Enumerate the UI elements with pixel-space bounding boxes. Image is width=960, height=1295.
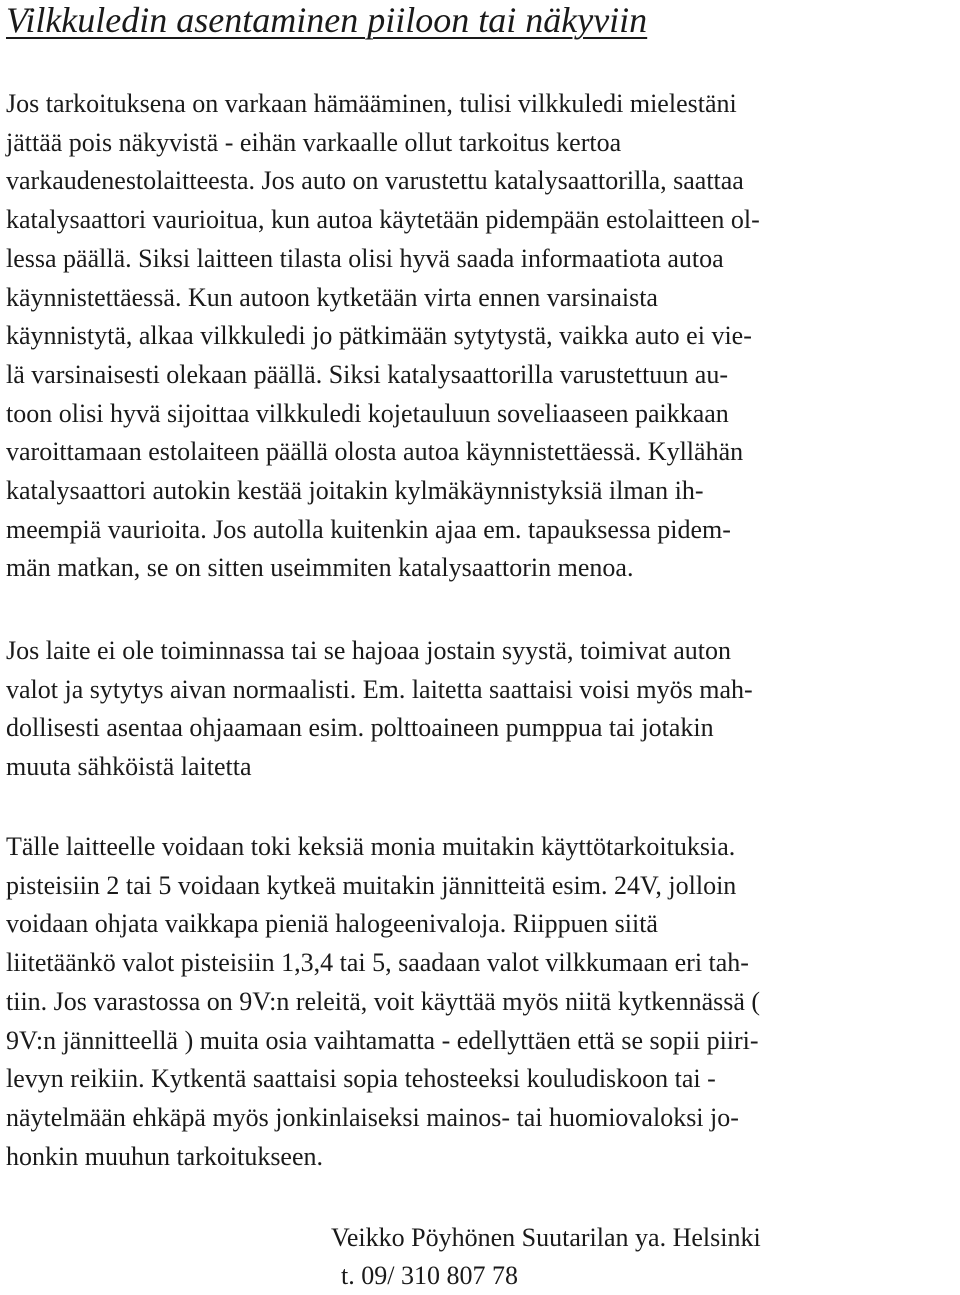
text-line: käynnistettäessä. Kun autoon kytketään virta ennen varsinaista — [6, 282, 658, 312]
text-line: 9V:n jännitteellä ) muita osia vaihtamatta - edellyttäen että se sopii piiri- — [6, 1025, 759, 1055]
text-line: toon olisi hyvä sijoittaa vilkkuledi kojetauluun soveliaaseen paikkaan — [6, 398, 729, 428]
text-line: meempiä vaurioita. Jos autolla kuitenkin ajaa em. tapauksessa pidem- — [6, 514, 731, 544]
text-line: käynnistytä, alkaa vilkkuledi jo pätkimään sytytystä, vaikka auto ei vie- — [6, 321, 752, 351]
text-line: näytelmään ehkäpä myös jonkinlaiseksi mainos- tai huomiovaloksi jo- — [6, 1102, 739, 1132]
document-title: Vilkkuledin asentaminen piiloon tai näkyviin — [6, 0, 648, 40]
paragraph-failure — [6, 632, 753, 787]
text-line: Tälle laitteelle voidaan toki keksiä monia muitakin käyttötarkoituksia. — [6, 832, 736, 861]
author-phone: t. 09/ 310 807 78 — [341, 1261, 518, 1290]
text-line: Jos tarkoituksena on varkaan hämääminen, tulisi vilkkuledi mielestäni — [6, 89, 737, 118]
text-line: katalysaattori vaurioitua, kun autoa käytetään pidempään estolaitteen ol- — [6, 205, 760, 235]
text-line: lä varsinaisesti olekaan päällä. Siksi katalysaattorilla varustettuun au- — [6, 359, 728, 389]
text-line: honkin muuhun tarkoitukseen. — [6, 1141, 324, 1171]
paragraph-catalyst — [6, 85, 760, 588]
text-line: varkaudenestolaitteesta. Jos auto on varustettu katalysaattorilla, saattaa — [6, 166, 744, 196]
text-line: dollisesti asentaa ohjaamaan esim. polttoaineen pumppua tai jotakin — [6, 713, 714, 743]
text-line: varoittamaan estolaiteen päällä olosta autoa käynnistettäessä. Kyllähän — [6, 437, 744, 467]
text-line: Jos laite ei ole toiminnassa tai se hajoaa jostain syystä, toimivat auton — [6, 636, 731, 665]
text-line: lessa päällä. Siksi laitteen tilasta olisi hyvä saada informaatiota autoa — [6, 243, 724, 273]
text-line: voidaan ohjata vaikkapa pieniä halogeenivaloja. Riippuen siitä — [6, 909, 658, 939]
text-line: levyn reikiin. Kytkentä saattaisi sopia tehosteeksi kouludiskoon tai - — [6, 1064, 716, 1094]
text-line: muuta sähköistä laitetta — [6, 752, 252, 782]
text-line: pisteisiin 2 tai 5 voidaan kytkeä muitakin jännitteitä esim. 24V, jolloin — [6, 870, 737, 900]
signature-block — [331, 1219, 761, 1295]
text-line: valot ja sytytys aivan normaalisti. Em. laitetta saattaisi voisi myös mah- — [6, 674, 753, 704]
text-line: män matkan, se on sitten useimmiten katalysaattorin menoa. — [6, 553, 634, 583]
text-line: liitetäänkö valot pisteisiin 1,3,4 tai 5, saadaan valot vilkkumaan eri tah- — [6, 948, 749, 978]
text-line: katalysaattori autokin kestää joitakin kylmäkäynnistyksiä ilman ih- — [6, 476, 704, 506]
paragraph-other-uses — [6, 828, 760, 1176]
text-line: tiin. Jos varastossa on 9V:n releitä, voit käyttää myös niitä kytkennässä ( — [6, 986, 761, 1016]
text-line: jättää pois näkyvistä - eihän varkaalle ollut tarkoitus kertoa — [6, 127, 622, 157]
author-name: Veikko Pöyhönen Suutarilan ya. Helsinki — [331, 1223, 761, 1252]
